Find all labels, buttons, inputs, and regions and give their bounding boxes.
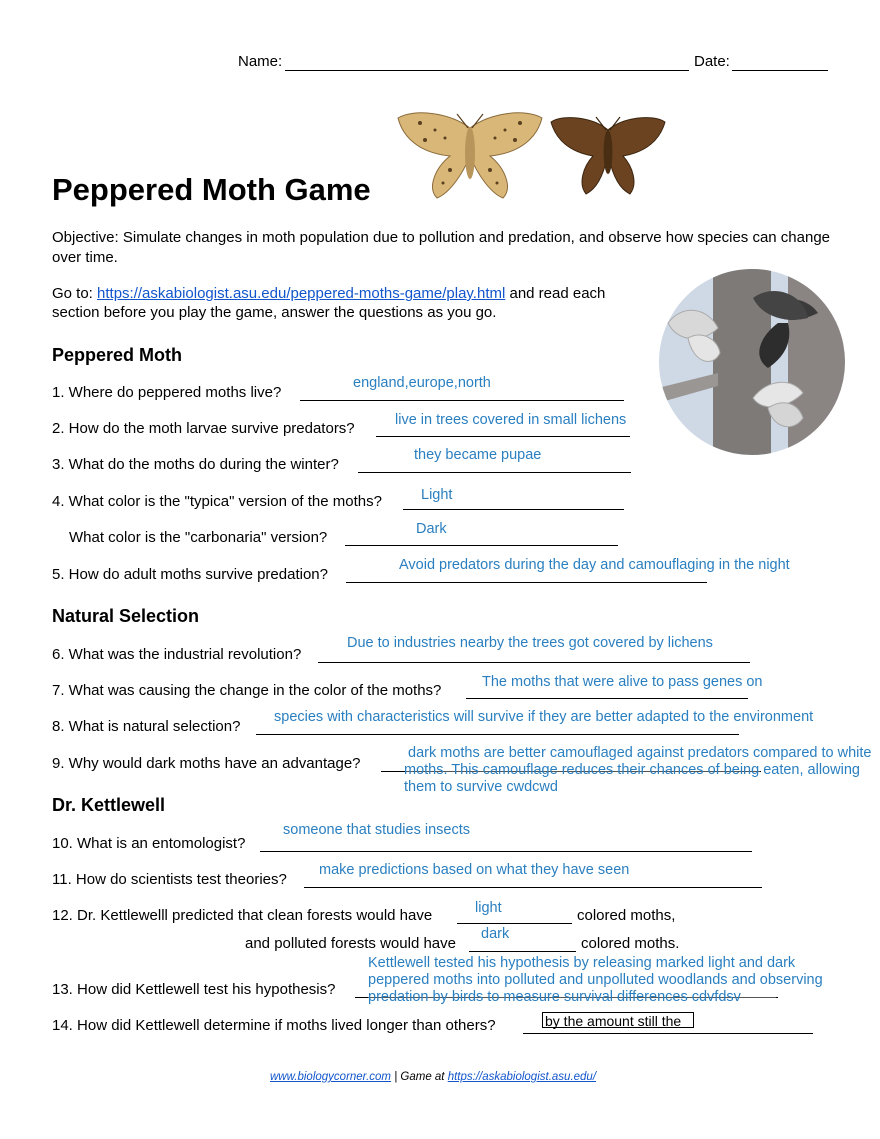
goto-line-1 <box>52 284 605 304</box>
question-11: 11. How do scientists test theories? <box>52 871 287 888</box>
question-7: 7. What was causing the change in the color of the moths? <box>52 682 442 699</box>
name-field[interactable] <box>285 70 689 71</box>
footer <box>270 1071 596 1083</box>
answer-13[interactable]: Kettlewell tested his hypothesis by releasing marked light and dark peppered moths into polluted and unpolluted woodlands and observing predation by birds to measure survival differences cdvfdsv <box>368 955 823 1005</box>
answer-line-10[interactable] <box>260 851 752 852</box>
page-title: Peppered Moth Game <box>52 172 371 207</box>
question-12-part-a: 12. Dr. Kettlewelll predicted that clean forests would have <box>52 907 433 924</box>
answer-6[interactable]: Due to industries nearby the trees got covered by lichens <box>347 635 713 651</box>
answer-1[interactable]: england,europe,north <box>353 375 491 391</box>
answer-9[interactable]: dark moths are better camouflaged against predators compared to white moths. This camouflage reduces their chances of being eaten, allowing them to survive cwdcwd <box>404 745 872 795</box>
answer-8[interactable]: species with characteristics will survive if they are better adapted to the environment <box>274 709 814 725</box>
answer-14: by the amount still the <box>545 1013 682 1029</box>
name-label: Name: <box>238 53 283 70</box>
section-heading-natural-selection: Natural Selection <box>52 606 200 626</box>
answer-line-2[interactable] <box>376 436 630 437</box>
question-13: 13. How did Kettlewell test his hypothesis? <box>52 981 336 998</box>
question-1: 1. Where do peppered moths live? <box>52 384 282 401</box>
question-14: 14. How did Kettlewell determine if moths lived longer than others? <box>52 1017 496 1034</box>
answer-line-4b[interactable] <box>345 545 618 546</box>
answer-line-6[interactable] <box>318 662 750 663</box>
question-3: 3. What do the moths do during the winter? <box>52 456 339 473</box>
answer-line-5[interactable] <box>346 582 707 583</box>
question-4b: What color is the "carbonaria" version? <box>69 529 328 546</box>
question-4: 4. What color is the "typica" version of the moths? <box>52 493 382 510</box>
objective-text: Objective: Simulate changes in moth population due to pollution and predation, and observe how species can change over time. <box>52 229 831 266</box>
answer-12a[interactable]: light <box>475 900 502 916</box>
moths-on-tree-illustration <box>658 268 846 456</box>
footer-game-link[interactable]: https://askabiologist.asu.edu/ <box>447 1071 597 1083</box>
question-6: 6. What was the industrial revolution? <box>52 646 302 663</box>
footer-site-link[interactable]: www.biologycorner.com <box>270 1071 392 1083</box>
answer-line-7[interactable] <box>466 698 748 699</box>
answer-7[interactable]: The moths that were alive to pass genes on <box>482 674 763 690</box>
goto-prefix: Go to: <box>52 285 98 302</box>
answer-10[interactable]: someone that studies insects <box>283 822 470 838</box>
dark-moth-image <box>548 112 668 196</box>
question-8: 8. What is natural selection? <box>52 718 241 735</box>
answer-4[interactable]: Light <box>421 487 453 503</box>
question-10: 10. What is an entomologist? <box>52 835 246 852</box>
question-9: 9. Why would dark moths have an advantage? <box>52 755 361 772</box>
section-heading-peppered-moth: Peppered Moth <box>52 345 183 365</box>
answer-4b[interactable]: Dark <box>416 521 447 537</box>
light-moth-image <box>395 108 545 200</box>
answer-line-8[interactable] <box>256 734 739 735</box>
question-12-part-b-end: colored moths. <box>581 935 680 952</box>
goto-suffix: and read each <box>505 285 606 302</box>
answer-5[interactable]: Avoid predators during the day and camouflaging in the night <box>399 557 790 573</box>
answer-14-text-box[interactable] <box>542 1012 694 1028</box>
section-heading-dr-kettlewell: Dr. Kettlewell <box>52 795 166 815</box>
answer-3[interactable]: they became pupae <box>414 447 542 463</box>
answer-11[interactable]: make predictions based on what they have seen <box>319 862 630 878</box>
game-link[interactable]: https://askabiologist.asu.edu/peppered-moths-game/play.html <box>97 285 506 302</box>
question-2: 2. How do the moth larvae survive predators? <box>52 420 355 437</box>
date-label: Date: <box>694 53 730 70</box>
answer-12b[interactable]: dark <box>481 926 510 942</box>
footer-separator: | Game at <box>391 1071 448 1083</box>
answer-line-12a[interactable] <box>457 923 572 924</box>
answer-line-11[interactable] <box>304 887 762 888</box>
answer-line-4[interactable] <box>403 509 624 510</box>
question-5: 5. How do adult moths survive predation? <box>52 566 328 583</box>
answer-line-12b[interactable] <box>469 951 576 952</box>
answer-2[interactable]: live in trees covered in small lichens <box>395 412 627 428</box>
answer-line-3[interactable] <box>358 472 631 473</box>
answer-line-14[interactable] <box>523 1033 813 1034</box>
answer-line-1[interactable] <box>300 400 624 401</box>
date-field[interactable] <box>732 70 828 71</box>
goto-line-2: section before you play the game, answer the questions as you go. <box>52 304 497 321</box>
question-12-part-b: and polluted forests would have <box>245 935 456 952</box>
question-12-part-a-end: colored moths, <box>577 907 676 924</box>
